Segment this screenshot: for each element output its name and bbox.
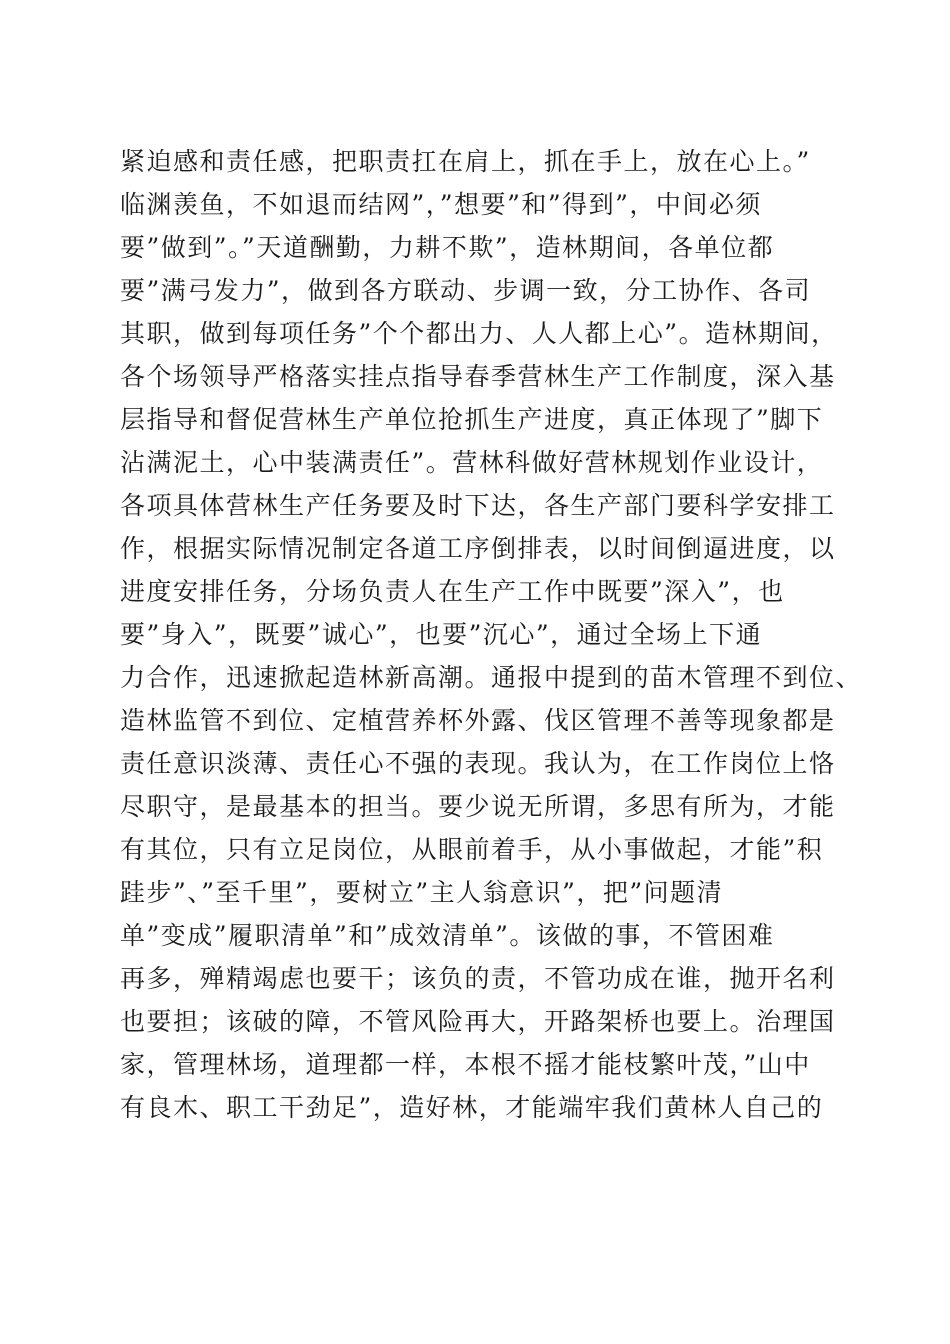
text-line: 沾满泥土，心中装满责任”。营林科做好营林规划作业设计， xyxy=(120,448,824,477)
body-paragraph xyxy=(120,140,863,1129)
text-line: 也要担；该破的障，不管风险再大，开路架桥也要上。治理国 xyxy=(120,1007,836,1036)
text-line: 家，管理林场，道理都一样，本根不摇才能枝繁叶茂，”山中 xyxy=(120,1050,811,1079)
text-line: 再多，殚精竭虑也要干；该负的责，不管功成在谁，抛开名利 xyxy=(120,964,836,993)
text-line: 要”做到”。”天道酬勤，力耕不欺”，造林期间，各单位都 xyxy=(120,233,775,262)
text-line: 单”变成”履职清单”和”成效清单”。该做的事，不管困难 xyxy=(120,921,775,950)
text-line: 有其位，只有立足岗位，从眼前着手，从小事做起，才能”积 xyxy=(120,835,824,864)
text-line: 其职，做到每项任务”个个都出力、人人都上心”。造林期间， xyxy=(120,319,838,348)
text-line: 有良木、职工干劲足”，造好林，才能端牢我们黄林人自己的 xyxy=(120,1093,824,1122)
text-line: 进度安排任务，分场负责人在生产工作中既要”深入”，也 xyxy=(120,577,785,606)
text-line: 跬步”、”至千里”，要树立”主人翁意识”，把”问题清 xyxy=(120,878,724,907)
text-line: 力合作，迅速掀起造林新高潮。通报中提到的苗木管理不到位、 xyxy=(120,663,863,692)
text-line: 要”身入”，既要”诚心”，也要”沉心”，通过全场上下通 xyxy=(120,620,763,649)
text-line: 临渊羡鱼，不如退而结网”，”想要”和”得到”，中间必须 xyxy=(120,190,762,219)
text-line: 紧迫感和责任感，把职责扛在肩上，抓在手上，放在心上。” xyxy=(120,147,811,176)
text-line: 责任意识淡薄、责任心不强的表现。我认为，在工作岗位上恪 xyxy=(120,749,836,778)
text-line: 作，根据实际情况制定各道工序倒排表，以时间倒逼进度，以 xyxy=(120,534,836,563)
text-line: 各个场领导严格落实挂点指导春季营林生产工作制度，深入基 xyxy=(120,362,836,391)
text-line: 尽职守，是最基本的担当。要少说无所谓，多思有所为，才能 xyxy=(120,792,836,821)
text-line: 造林监管不到位、定植营养杯外露、伐区管理不善等现象都是 xyxy=(120,706,836,735)
text-line: 各项具体营林生产任务要及时下达，各生产部门要科学安排工 xyxy=(120,491,836,520)
text-line: 层指导和督促营林生产单位抢抓生产进度，真正体现了”脚下 xyxy=(120,405,824,434)
text-line: 要”满弓发力”，做到各方联动、步调一致，分工协作、各司 xyxy=(120,276,812,305)
